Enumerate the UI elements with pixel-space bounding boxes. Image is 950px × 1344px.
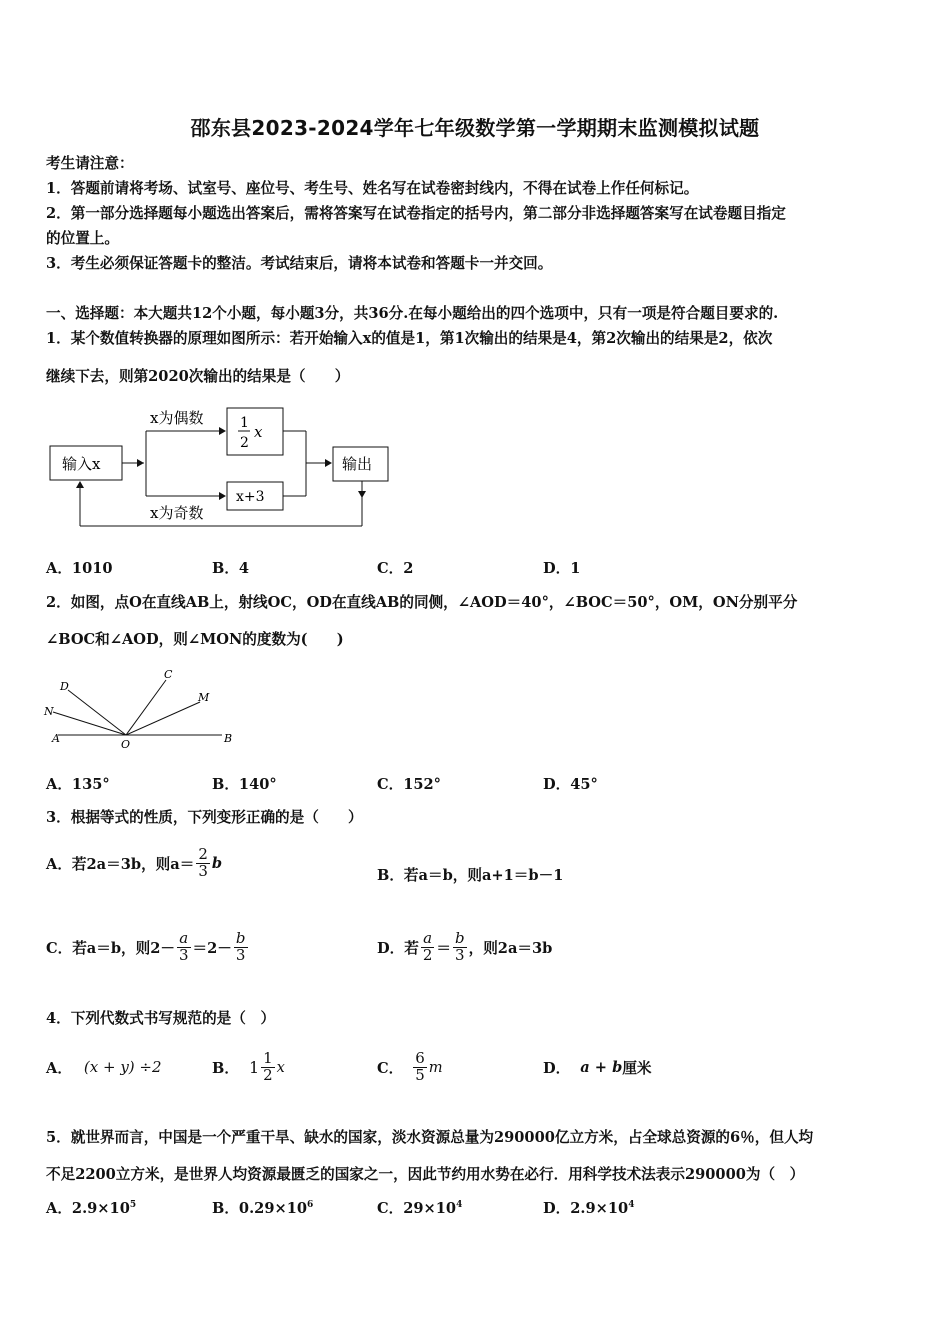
q3-d-fraction-2 [453, 928, 467, 964]
q3-a-pre: A．若2a＝3b，则a＝ [46, 855, 195, 873]
q4-option-b [212, 1042, 285, 1092]
q1-input-label: 输入x [62, 455, 101, 473]
q2-option-c: C．152° [377, 776, 441, 793]
q5-option-d [543, 1197, 634, 1218]
q2-label-m: M [198, 691, 210, 704]
q3-c-fraction-1 [177, 928, 191, 964]
q4-a-expr: (x + y) ÷2 [83, 1058, 162, 1076]
q5-b-base: B．0.29×10 [212, 1200, 308, 1217]
q3-a-num: 2 [198, 844, 208, 863]
q3-c-den1: 3 [179, 945, 189, 964]
q5-option-a [46, 1197, 136, 1218]
q3-c-den2: 3 [235, 945, 246, 964]
q5-d-base: D．2.9×10 [543, 1200, 629, 1217]
q3-option-a [46, 838, 222, 888]
q1-plus3-label: x+3 [236, 489, 265, 505]
q5-b-exp: 6 [307, 1200, 314, 1211]
q5-c-base: C．29×10 [377, 1200, 457, 1217]
q3-option-c [46, 922, 250, 972]
q2-label-d: D [60, 680, 69, 693]
q5-option-c [377, 1197, 462, 1218]
q2-stem-line2: ∠BOC和∠AOD，则∠MON的度数为( ) [46, 631, 344, 648]
q5-stem-line2: 不足2200立方米，是世界人均资源最匮乏的国家之一，因此节约用水势在必行．用科学技术法表示290000为（ ） [46, 1166, 805, 1183]
q1-half-var: x [254, 423, 263, 441]
q3-d-pre: D．若 [377, 939, 419, 957]
notice-item-1: 1．答题前请将考场、试室号、座位号、考生号、姓名写在试卷密封线内，不得在试卷上作任何标记。 [46, 180, 699, 197]
q3-c-mid: ＝2－ [192, 939, 232, 957]
q1-half-den: 2 [240, 435, 249, 451]
q2-angle-figure [40, 662, 240, 754]
q1-option-d: D．1 [543, 560, 581, 577]
section-heading: 一、选择题：本大题共12个小题，每小题3分，共36分.在每小题给出的四个选项中，只有一项是符合题目要求的. [46, 305, 779, 322]
q4-b-fraction [261, 1048, 275, 1084]
q2-option-b: B．140° [212, 776, 277, 793]
q3-d-num1: a [421, 931, 435, 948]
q3-d-mid: ＝ [436, 939, 451, 957]
q4-d-unit: 厘米 [622, 1059, 652, 1077]
notice-item-2-cont: 的位置上。 [46, 230, 119, 247]
q4-c-label: C． [377, 1059, 404, 1077]
q3-c-num1: a [177, 931, 191, 948]
q2-label-b: B [224, 732, 233, 745]
q4-b-den: 2 [263, 1065, 273, 1084]
q5-stem-line1: 5．就世界而言，中国是一个严重干旱、缺水的国家，淡水资源总量为290000亿立方米，占全球总资源的6％，但人均 [46, 1129, 814, 1146]
q2-option-d: D．45° [543, 776, 598, 793]
q2-label-a: A [52, 732, 60, 745]
q4-c-var: m [428, 1058, 443, 1076]
q1-odd-label: x为奇数 [150, 504, 204, 522]
q3-d-den1: 2 [422, 945, 433, 964]
q4-a-label: A． [46, 1059, 72, 1077]
q3-stem: 3．根据等式的性质，下列变形正确的是（ ） [46, 809, 363, 826]
q2-option-a: A．135° [46, 776, 110, 793]
q3-option-b: B．若a＝b，则a+1＝b－1 [377, 867, 564, 884]
q3-d-den2: 3 [455, 945, 465, 964]
q3-d-fraction-1 [421, 928, 435, 964]
q2-label-c: C [164, 668, 173, 681]
q4-c-num: 6 [415, 1048, 425, 1067]
q4-option-c [377, 1042, 443, 1092]
q1-half-num: 1 [240, 415, 249, 431]
q1-stem-line1: 1．某个数值转换器的原理如图所示：若开始输入x的值是1，第1次输出的结果是4，第2次输出的结果是2，依次 [46, 330, 773, 347]
q1-output-label: 输出 [342, 455, 373, 473]
q4-d-label: D． [543, 1059, 571, 1077]
q1-even-label: x为偶数 [150, 409, 204, 427]
q3-c-pre: C．若a＝b，则2－ [46, 939, 175, 957]
q4-b-num: 1 [263, 1048, 273, 1067]
page-title: 邵东县2023-2024学年七年级数学第一学期期末监测模拟试题 [190, 116, 760, 140]
q4-c-den: 5 [415, 1065, 425, 1084]
q3-a-den: 3 [198, 861, 208, 880]
notice-heading: 考生请注意： [46, 155, 134, 172]
notice-item-2: 2．第一部分选择题每小题选出答案后，需将答案写在试卷指定的括号内，第二部分非选择题答案写在试卷题目指定 [46, 205, 786, 222]
q4-c-fraction [413, 1048, 427, 1084]
q4-b-whole: 1 [248, 1057, 260, 1077]
q3-a-post: b [211, 854, 223, 872]
q3-c-num2: b [235, 928, 246, 947]
q1-option-c: C．2 [377, 560, 414, 577]
q4-b-label: B． [212, 1059, 239, 1077]
q5-d-exp: 4 [628, 1200, 635, 1211]
q4-stem: 4．下列代数式书写规范的是（ ） [46, 1010, 276, 1027]
q1-option-a: A．1010 [46, 560, 113, 577]
q4-option-d [543, 1042, 652, 1092]
q2-stem-line1: 2．如图，点O在直线AB上，射线OC，OD在直线AB的同侧，∠AOD＝40°，∠BOC＝50°，OM，ON分别平分 [46, 594, 798, 611]
q5-c-exp: 4 [456, 1200, 463, 1211]
q1-flowchart [40, 396, 400, 536]
q1-option-b: B．4 [212, 560, 250, 577]
q4-d-expr: a + b [580, 1058, 623, 1076]
q5-a-exp: 5 [129, 1200, 137, 1211]
q3-option-d [377, 922, 552, 972]
q4-option-a [46, 1042, 162, 1092]
q3-d-num2: b [455, 928, 465, 947]
notice-item-3: 3．考生必须保证答题卡的整洁。考试结束后，请将本试卷和答题卡一并交回。 [46, 255, 553, 272]
q1-stem-line2: 继续下去，则第2020次输出的结果是（ ） [46, 368, 350, 385]
q5-a-base: A．2.9×10 [46, 1200, 130, 1217]
q3-a-fraction [196, 844, 210, 880]
q2-label-n: N [44, 705, 54, 718]
q3-d-post: ，则2a＝3b [468, 939, 553, 957]
q3-c-fraction-2 [234, 928, 248, 964]
q4-b-var: x [276, 1058, 285, 1076]
q2-label-o: O [121, 738, 131, 751]
q5-option-b [212, 1197, 313, 1218]
